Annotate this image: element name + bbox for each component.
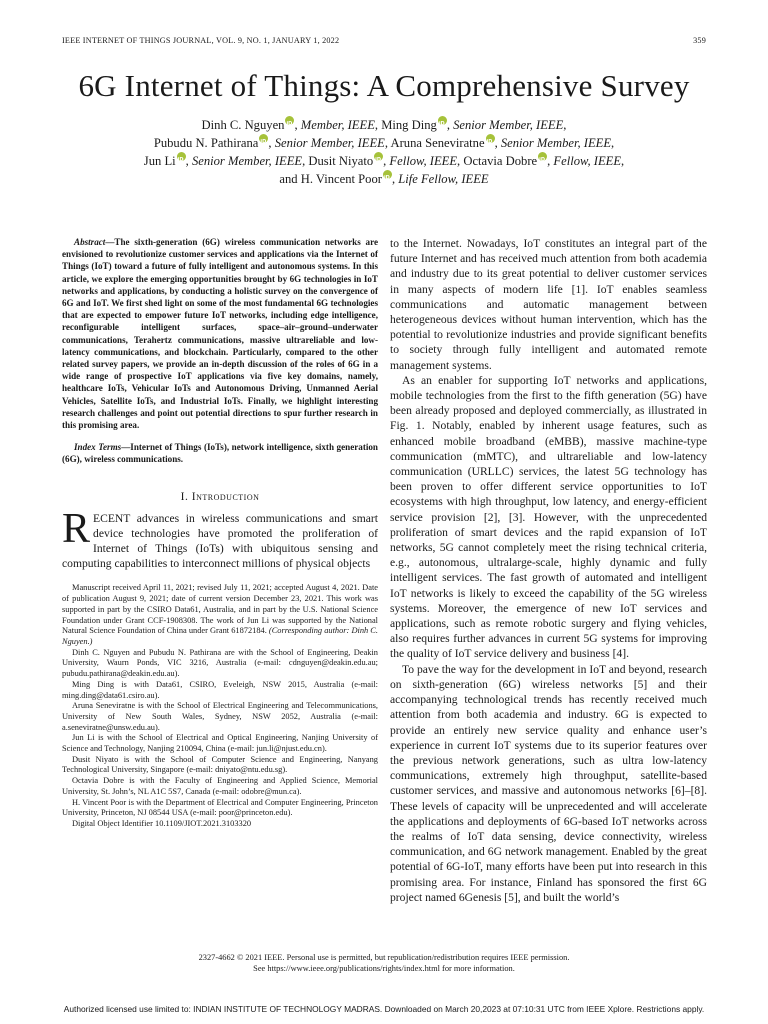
index-terms-label: Index Terms (74, 442, 122, 453)
copyright-notice (0, 952, 768, 974)
body-paragraph: To pave the way for the development in IoT and beyond, research on sixth-generation (6G) wireless networks [5] and their accompanying technological trends has recently received much attention from both academia and industry. 6G is expected to provide an entirely new service quality and enhance user’s experience in current IoT systems due to its superior features over the previous network generations, such as ultra low-latency communications, extremely high throughput, satellite-based customer services, and massive and autonomous networks [6]–[8]. These levels of capacity will be unprecedented and will accelerate the applications and deployments of 6G-based IoT networks across the realms of IoT data sensing, device connectivity, wireless communication, and 6G network management. Enabled by the great potential of 6G-IoT, many efforts have been put into research in this promising area. For instance, Finland has sponsored the first 6G project named 6Genesis [5], and built the world’s (390, 662, 707, 904)
orcid-icon[interactable] (177, 152, 186, 161)
footnote: Aruna Seneviratne is with the School of Electrical Engineering and Telecommunications, University of New South Wales, Sydney, NSW 2052, Australia (e-mail: a.seneviratne@unsw.edu.au). (62, 701, 378, 732)
left-column (62, 236, 378, 830)
author-line-2: Pubudu N. PathiranaiD , Senior Member, IEEE, Aruna SeneviratneiD , Senior Member, IEEE, (60, 134, 708, 152)
author-name: Octavia Dobre (463, 154, 538, 168)
author-role: Senior Member, IEEE (191, 154, 303, 168)
author-role: Senior Member, IEEE (274, 136, 385, 150)
footnote: Octavia Dobre is with the Faculty of Engineering and Applied Science, Memorial University, St. John’s, NL A1C 5S7, Canada (e-mail: odobre@mun.ca). (62, 776, 378, 796)
intro-paragraph (62, 505, 378, 572)
paper-title: 6G Internet of Things: A Comprehensive Survey (78, 68, 690, 103)
footnotes (62, 583, 378, 829)
abstract-dash: — (105, 237, 115, 247)
first-word-rest: ECENT (93, 511, 131, 525)
orcid-icon[interactable] (486, 134, 495, 143)
index-terms-dash: — (121, 442, 131, 453)
journal-name: IEEE INTERNET OF THINGS JOURNAL, VOL. 9, NO. 1, JANUARY 1, 2022 (62, 36, 340, 45)
rights-link[interactable]: See https://www.ieee.org/publications/rights/index.html for more information. (253, 964, 515, 973)
author-line-4: and H. Vincent PooriD , Life Fellow, IEEE (60, 170, 708, 188)
abstract-text: The sixth-generation (6G) wireless communication networks are envisioned to revolutionize customer services and applications via the Internet of Things (IoT) toward a future of fully intelligent and autonomous systems. In this article, we explore the emerging opportunities brought by 6G technologies in IoT networks and applications, by conducting a holistic survey on the convergence of 6G and IoT. We first shed light on some of the most fundamental 6G technologies that are expected to empower future IoT networks, including edge intelligence, reconfigurable intelligent surfaces, space–air–ground–underwater communications, Terahertz communications, massive ultrareliable and low-latency communications, and blockchain. Particularly, compared to the other related survey papers, we provide an in-depth discussion of the roles of 6G in a wide range of prospective IoT applications via five key domains, namely, healthcare IoTs, Vehicular IoTs and Autonomous Driving, Unmanned Aerial Vehicles, Satellite IoTs, and Industrial IoTs. Finally, we highlight interesting research challenges and point out potential directions to spur further research in this promising area. (62, 237, 378, 431)
footnote: Dusit Niyato is with the School of Computer Science and Engineering, Nanyang Technological University, Singapore (e-mail: dniyato@ntu.edu.sg). (62, 754, 378, 775)
author-name: Jun Li (143, 154, 176, 168)
author-line-3: Jun LiiD , Senior Member, IEEE, Dusit NiyatoiD , Fellow, IEEE, Octavia DobreiD , Fellow, IEEE, (60, 152, 708, 170)
authorized-use-notice: Authorized licensed use limited to: INDIAN INSTITUTE OF TECHNOLOGY MADRAS. Downloaded on March 20,2023 at 07:10:31 UTC from IEEE Xplore. Restrictions apply. (63, 1004, 705, 1014)
author-list (60, 116, 708, 188)
orcid-icon[interactable] (259, 134, 268, 143)
footnote: Ming Ding is with Data61, CSIRO, Eveleigh, NSW 2015, Australia (e-mail: ming.ding@data61.csiro.au). (62, 679, 378, 700)
footnote: H. Vincent Poor is with the Department of Electrical and Computer Engineering, Princeton University, Princeton, NJ 08544 USA (e-mail: poor@princeton.edu). (62, 797, 378, 818)
index-terms-text: Internet of Things (IoTs), network intelligence, sixth generation (6G), wireless communications. (62, 442, 378, 465)
section-heading: I. Introduction (180, 489, 260, 503)
body-paragraph: As an enabler for supporting IoT networks and applications, mobile technologies from the first to the fifth generation (5G) have been already proposed and deployed commercially, as illustrated in Fig. 1. Notably, enabled by inherent usage features, such as enhanced mobile broadband (eMBB), massive machine-type communication (mMTC), and ultrareliable and low-latency communication (URLLC) services, the latest 5G technology has been proven to offer different service opportunities to IoT ecosystems with high throughput, low latency, and energy-efficient service provision [2], [3]. However, with the unprecedented proliferation of smart devices and the rapid expansion of IoT networks, 5G cannot completely meet the rising technical criteria, e.g., autonomous, ultralarge-scale, highly dynamic and fully intelligent services. The fast growth of automated and intelligent IoT networks is likely to exceed the capability of the 5G wireless systems. Moreover, the emergence of new IoT services and applications, such as remote robotic surgery and flying vehicles, also requires further advances in current 5G systems for improving the quality of IoT service delivery and business [4]. (390, 373, 707, 661)
author-role: Member, IEEE (300, 118, 375, 132)
author-name: Dinh C. Nguyen (201, 118, 285, 132)
body-paragraph: to the Internet. Nowadays, IoT constitutes an integral part of the future Internet and has received much attention from both academia and industry due to its great potential to deliver customer services in many aspects of modern life [1]. IoT enables seamless communications and automatic management between heterogeneous devices without human intervention, which has the potential to revolutionize industries and provide significant benefits to society through fully intelligent and automated remote management systems. (390, 237, 707, 372)
drop-cap: R (62, 505, 91, 552)
author-line-1: Dinh C. NguyeniD , Member, IEEE, Ming DingiD , Senior Member, IEEE, (60, 116, 708, 134)
orcid-icon[interactable] (285, 116, 294, 125)
author-role: Senior Member, IEEE (453, 118, 564, 132)
orcid-icon[interactable] (538, 152, 547, 161)
author-role: Life Fellow, IEEE (398, 172, 489, 186)
author-role: Fellow, IEEE (389, 154, 458, 168)
abstract (62, 236, 378, 431)
author-name: Dusit Niyato (308, 154, 374, 168)
author-prefix: and (279, 172, 301, 186)
abstract-label: Abstract (74, 237, 106, 247)
orcid-icon[interactable] (374, 152, 383, 161)
running-header (62, 36, 706, 45)
footnote: Jun Li is with the School of Electrical and Optical Engineering, Nanjing University of Science and Technology, Nanjing 210094, China (e-mail: jun.li@njust.edu.cn). (62, 733, 378, 754)
author-role: Fellow, IEEE (553, 154, 622, 168)
author-name: Pubudu N. Pathirana (153, 136, 259, 150)
author-name: Aruna Seneviratne (390, 136, 485, 150)
footnote: Dinh C. Nguyen and Pubudu N. Pathirana are with the School of Engineering, Deakin University, Waurn Ponds, VIC 3216, Australia (e-mail: cdnguyen@deakin.edu.au; pubudu.pathirana@deakin.edu.au). (62, 647, 378, 679)
copyright-line: 2327-4662 © 2021 IEEE. Personal use is permitted, but republication/redistribution requires IEEE permission. (198, 953, 570, 962)
orcid-icon[interactable] (438, 116, 447, 125)
author-role: Senior Member, IEEE (500, 136, 612, 150)
page-number: 359 (693, 36, 706, 45)
author-name: Ming Ding (381, 118, 437, 132)
right-column (390, 236, 707, 905)
footnote: Manuscript received April 11, 2021; revised July 11, 2021; accepted August 4, 2021. Date of publication August 9, 2021; date of current version December 23, 2021. This work was supported in part by the CSIRO Data61, Australia, and in part by the U.S. National Science Foundation under Grant CCF-1908308. The work of Jun Li was supported by the National Natural Science Foundation of China under Grant 61872184. (Corresponding author: Dinh C. Nguyen.) (62, 583, 378, 646)
intro-text: advances in wireless communications and smart device technologies have promoted the proliferation of Internet of Things (IoTs) with ubiquitous sensing and computing capabilities to interconnect millions of physical objects (62, 511, 378, 571)
orcid-icon[interactable] (383, 170, 392, 179)
doi[interactable]: Digital Object Identifier 10.1109/JIOT.2021.3103320 (72, 818, 252, 828)
author-name: H. Vincent Poor (300, 172, 382, 186)
index-terms (62, 441, 378, 465)
